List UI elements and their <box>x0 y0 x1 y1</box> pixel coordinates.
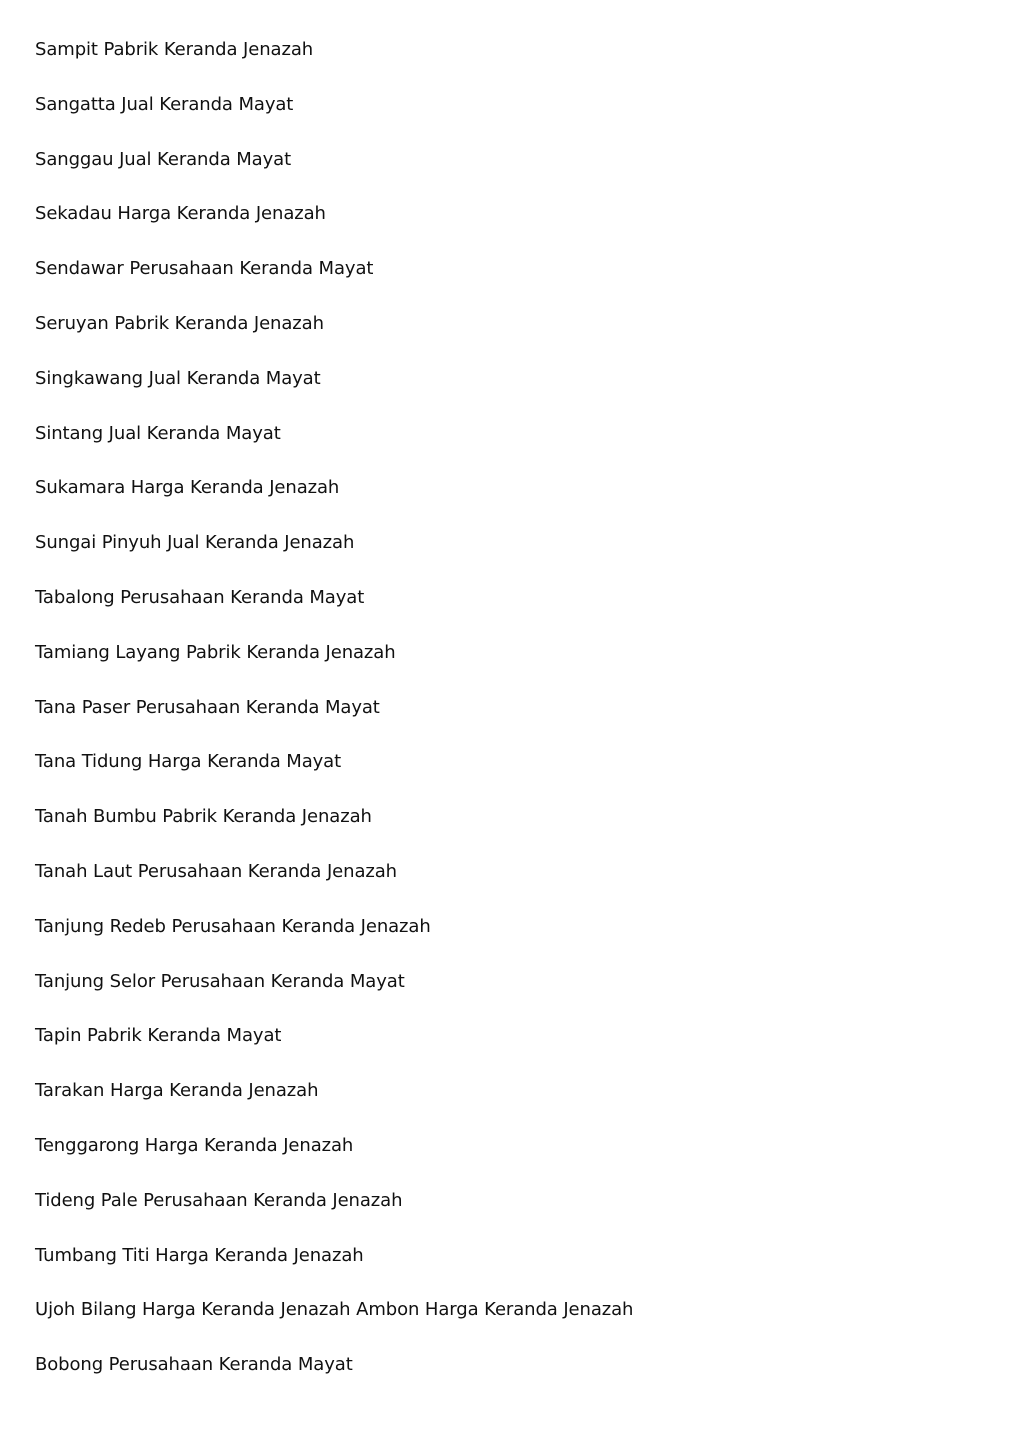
text-line: Tanah Bumbu Pabrik Keranda Jenazah <box>35 806 372 828</box>
text-line: Tabalong Perusahaan Keranda Mayat <box>35 586 365 608</box>
text-line: Tarakan Harga Keranda Jenazah <box>35 1080 319 1102</box>
text-line: Tumbang Titi Harga Keranda Jenazah <box>35 1244 364 1266</box>
text-line: Tanjung Redeb Perusahaan Keranda Jenazah <box>35 915 431 937</box>
text-line: Sendawar Perusahaan Keranda Mayat <box>35 258 374 280</box>
text-line: Tanah Laut Perusahaan Keranda Jenazah <box>35 860 397 882</box>
text-line: Sekadau Harga Keranda Jenazah <box>35 203 326 225</box>
text-line: Ujoh Bilang Harga Keranda Jenazah Ambon Harga Keranda Jenazah <box>35 1299 634 1321</box>
document-body <box>35 38 1004 1408</box>
text-line: Tanjung Selor Perusahaan Keranda Mayat <box>35 970 405 992</box>
text-line: Sintang Jual Keranda Mayat <box>35 422 281 444</box>
text-line: Sangatta Jual Keranda Mayat <box>35 93 294 115</box>
text-line: Sampit Pabrik Keranda Jenazah <box>35 39 314 60</box>
text-line: Tana Paser Perusahaan Keranda Mayat <box>35 696 380 718</box>
text-line: Tana Tidung Harga Keranda Mayat <box>35 751 342 773</box>
text-line: Sanggau Jual Keranda Mayat <box>35 148 292 170</box>
text-line: Bobong Perusahaan Keranda Mayat <box>35 1354 353 1376</box>
text-line: Tideng Pale Perusahaan Keranda Jenazah <box>35 1189 403 1211</box>
text-line: Sungai Pinyuh Jual Keranda Jenazah <box>35 532 355 554</box>
text-line: Tenggarong Harga Keranda Jenazah <box>35 1134 354 1156</box>
text-line: Sukamara Harga Keranda Jenazah <box>35 477 340 499</box>
text-line: Singkawang Jual Keranda Mayat <box>35 367 321 389</box>
text-line: Seruyan Pabrik Keranda Jenazah <box>35 312 324 334</box>
text-line: Tapin Pabrik Keranda Mayat <box>35 1025 282 1047</box>
text-line: Tamiang Layang Pabrik Keranda Jenazah <box>35 641 396 663</box>
